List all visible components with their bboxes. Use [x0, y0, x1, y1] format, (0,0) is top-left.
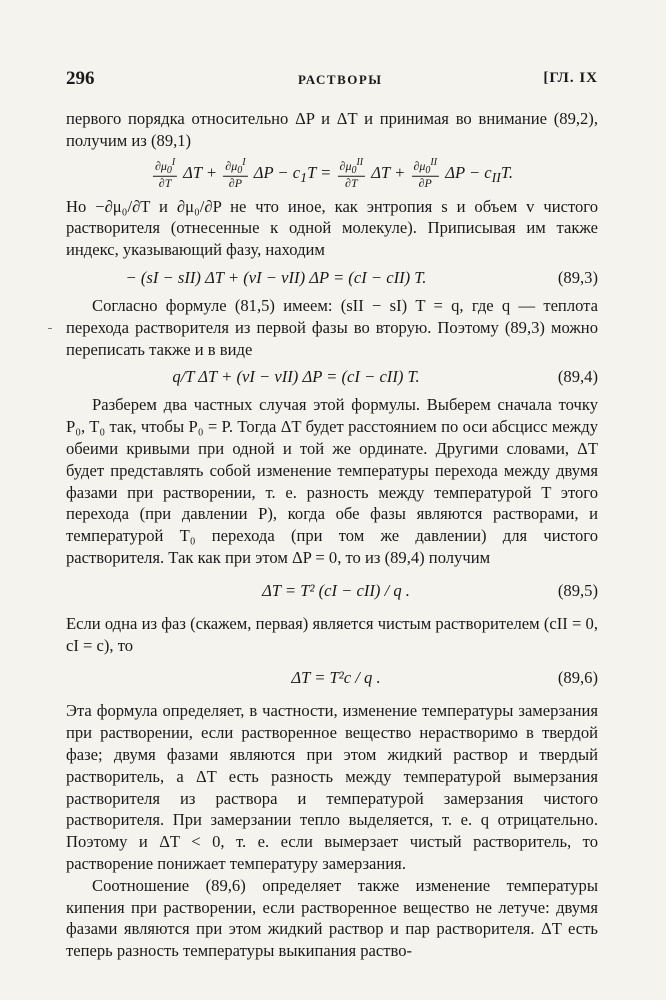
margin-mark: [48, 328, 52, 329]
equation-89-5-body: ΔT = T² (cI − cII) / q .: [262, 580, 410, 600]
page-number: 296: [66, 68, 95, 89]
equation-89-5: [66, 569, 598, 613]
equation-89-3-label: (89,3): [557, 267, 598, 287]
paragraph-6: Эта формула определяет, в частности, изменение температуры замерзания при растворении, если растворенное вещество нерастворимо в твердой фазе; двумя фазами являются при этом жидкий раствор и твердый растворитель, а ΔT есть разность между температурой вымерзания растворителя из раствора и температурой замерзания чистого растворителя. При замерзании тепло выделяется, т. е. q отрицательно. Поэтому и ΔT < 0, т. е. если вымерзает чистый растворитель, то растворение понижает температуру замерзания.: [66, 701, 598, 873]
equation-89-4-label: (89,4): [557, 367, 598, 387]
page-header: [66, 68, 598, 98]
paragraph-2: Но −∂μ₀/∂T и ∂μ₀/∂P не что иное, как энтропия s и объем v чистого растворителя (отнесенные к одной молекуле). Приписывая им также индекс, указывающий фазу, находим: [66, 196, 598, 260]
paragraph-5: Если одна из фаз (скажем, первая) является чистым растворителем (cII = 0, cI = c), то: [66, 613, 598, 655]
equation-89-4-body: q/T ΔT + (vI − vII) ΔP = (cI − cII) T.: [172, 367, 420, 387]
equation-89-6-body: ΔT = T²c / q .: [291, 668, 381, 688]
paragraph-1: первого порядка относительно ΔP и ΔT и принимая во внимание (89,2), получим из (89,1): [66, 109, 598, 150]
paragraph-7: Соотношение (89,6) определяет также изменение температуры кипения при растворении, если растворенное вещество не летуче: двумя фазами являются при этом жидкий раствор и пар растворителя. ΔT есть теперь разность температуры выкипания раство-: [66, 875, 598, 961]
equation-89-4: [66, 360, 598, 394]
paragraph-4: Разберем два частных случая этой формулы. Выберем сначала точку P₀, T₀ так, чтобы P₀ = P. Тогда ΔT будет расстоянием по оси абсцисс между обеими кривыми при одной и той же ординате. Другими словами, ΔT будет представлять собой изменение температуры перехода между двумя фазами при растворении, т. е. разность между температурой T этого перехода (при давлении P), когда обе фазы являются растворами, и температурой T₀ перехода (при том же давлении) для чистого растворителя. Так как при этом ΔP = 0, то из (89,4) получим: [66, 395, 598, 567]
running-title: РАСТВОРЫ: [298, 72, 383, 87]
equation-89-1-expanded: $\frac{\partial\mu_0^I}{\partial T}$ ΔT + $\frac{\partial\mu_0^I}{\partial P}$ $\Delta P - c_1T$ = $\frac{\partial\mu_0^{II}}{\partial T}$ ΔT + $\frac{\partial\mu_0^{II}}{\partial P}$ $\Delta P - c_{II}T$.: [154, 156, 514, 191]
chapter-label: [ГЛ. IX: [543, 70, 598, 86]
equation-89-6: [66, 656, 598, 700]
book-page: [66, 68, 598, 962]
equation-89-5-label: (89,5): [557, 580, 598, 600]
equation-89-6-label: (89,6): [557, 668, 598, 688]
paragraph-3: Согласно формуле (81,5) имеем: (sII − sI) T = q, где q — теплота перехода растворителя из первой фазы во вторую. Поэтому (89,3) можно переписать также и в виде: [66, 295, 598, 359]
equation-89-3: [66, 261, 598, 295]
equation-89-3-body: − (sI − sII) ΔT + (vI − vII) ΔP = (cI − cII) T.: [125, 267, 427, 287]
